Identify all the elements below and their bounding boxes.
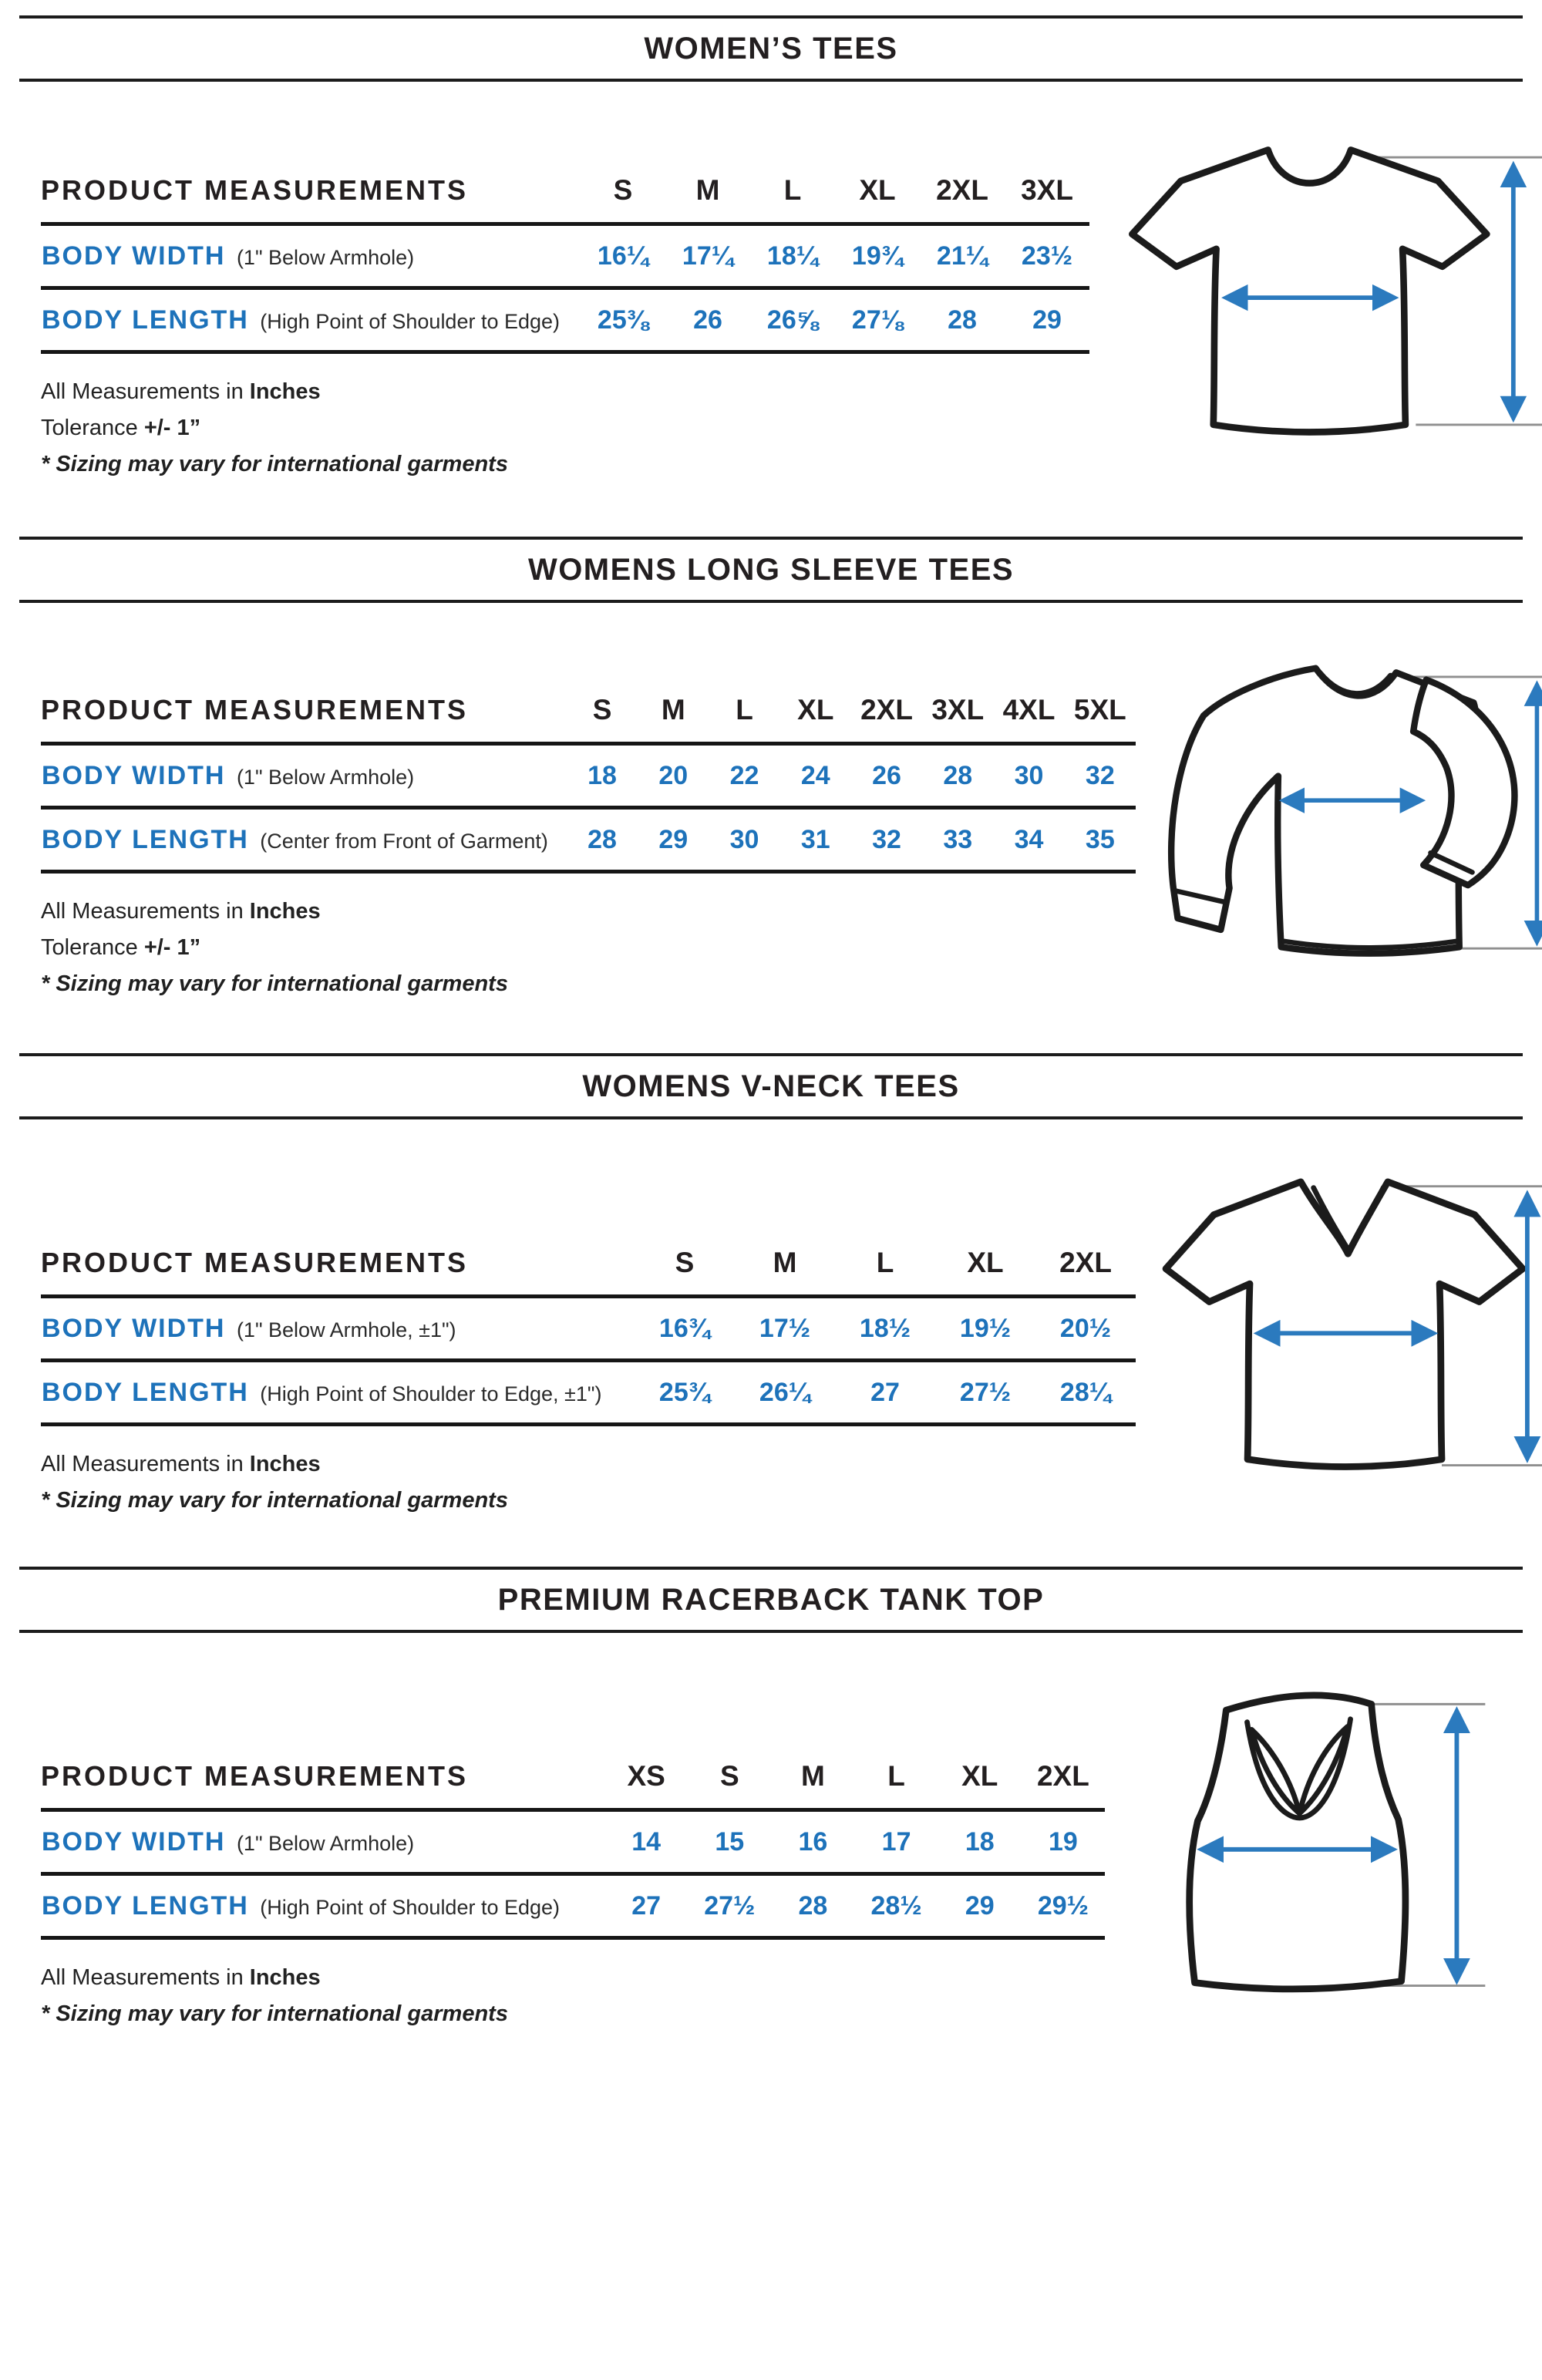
measurement-value: 29½ <box>1037 1890 1089 1920</box>
section-womens-tees <box>0 15 1542 483</box>
measurement-value: 29 <box>658 824 689 854</box>
note-sizing: * Sizing may vary for international garments <box>41 452 508 476</box>
row-label: BODY LENGTH <box>42 305 249 335</box>
measurement-value: 28½ <box>870 1890 922 1920</box>
size-header: 4XL <box>1002 694 1055 725</box>
size-header: 2XL <box>860 694 913 725</box>
note-text: All Measurements in <box>41 1452 250 1476</box>
measurement-value: 32 <box>1085 760 1115 790</box>
section-premium-racerback-tank-top <box>0 1567 1542 2032</box>
row-label: BODY WIDTH <box>42 1313 226 1343</box>
note-text: All Measurements in <box>41 899 250 924</box>
body-length-row <box>41 1874 1105 1938</box>
size-header: XS <box>627 1760 665 1792</box>
body-length-row <box>41 808 1136 872</box>
row-label: BODY LENGTH <box>42 1890 249 1920</box>
body-length-row <box>41 288 1089 352</box>
notes <box>41 1960 1105 2032</box>
body-width-row <box>41 1810 1105 1874</box>
measurement-value: 26 <box>872 760 901 790</box>
measurement-value: 17¼ <box>682 241 734 271</box>
measurement-value: 20 <box>658 760 689 790</box>
measurements-table <box>41 1247 1136 1426</box>
measurement-value: 30 <box>729 824 759 854</box>
measurement-value: 19½ <box>959 1313 1012 1343</box>
size-header: L <box>783 174 802 206</box>
measurement-value: 19¾ <box>851 241 904 271</box>
note-tolerance-value: +/- 1” <box>143 935 201 960</box>
section-header <box>19 1053 1523 1119</box>
note-unit: Inches <box>249 1452 321 1476</box>
row-sublabel: (High Point of Shoulder to Edge, ±1") <box>260 1382 602 1405</box>
measurements-table <box>41 1760 1105 1940</box>
size-header: 2XL <box>1059 1247 1112 1278</box>
measurement-value: 25⅜ <box>597 305 649 335</box>
measurement-value: 20½ <box>1059 1313 1112 1343</box>
measurement-value: 24 <box>800 760 830 790</box>
note-unit: Inches <box>249 899 321 924</box>
notes <box>41 374 1103 483</box>
size-header: S <box>719 1760 739 1792</box>
note-text: All Measurements in <box>41 379 250 404</box>
measurement-value: 30 <box>1014 760 1044 790</box>
measurement-value: 27⅛ <box>851 305 904 335</box>
measurement-value: 28 <box>948 305 977 335</box>
measurement-value: 22 <box>729 760 759 790</box>
section-title: WOMENS V-NECK TEES <box>582 1069 960 1103</box>
notes <box>41 894 1136 1002</box>
measurement-value: 26¼ <box>759 1377 811 1407</box>
row-label: BODY WIDTH <box>42 1826 226 1857</box>
measurement-value: 23½ <box>1021 241 1073 271</box>
measurement-value: 31 <box>800 824 830 854</box>
size-header: L <box>876 1247 894 1278</box>
measurement-value: 29 <box>1032 305 1062 335</box>
garment-outline <box>1190 1695 1406 1989</box>
note-measurements <box>41 1446 1136 1483</box>
size-header: L <box>736 694 753 725</box>
section-title: WOMENS LONG SLEEVE TEES <box>527 553 1015 587</box>
product-measurements-header: PRODUCT MEASUREMENTS <box>41 694 469 725</box>
note-measurements <box>41 374 1103 410</box>
body-width-row <box>41 224 1089 288</box>
size-header: XL <box>859 174 896 206</box>
measurement-value: 18½ <box>859 1313 911 1343</box>
measurement-value: 28 <box>588 824 617 854</box>
row-label: BODY WIDTH <box>42 760 226 790</box>
product-measurements-header: PRODUCT MEASUREMENTS <box>41 1247 469 1278</box>
measurement-value: 18¼ <box>766 241 819 271</box>
size-header: M <box>695 174 720 206</box>
measurement-value: 17½ <box>759 1313 811 1343</box>
section-title: WOMEN’S TEES <box>644 32 898 66</box>
note-sizing: * Sizing may vary for international garments <box>41 971 508 996</box>
size-header: 2XL <box>936 174 988 206</box>
note-tolerance <box>41 930 1136 966</box>
section-womens-long-sleeve-tees <box>0 537 1542 1002</box>
note-tolerance-value: +/- 1” <box>143 416 201 440</box>
measurement-value: 16¾ <box>658 1313 711 1343</box>
measurement-value: 15 <box>715 1826 745 1857</box>
product-measurements-header: PRODUCT MEASUREMENTS <box>41 1760 469 1792</box>
measurement-value: 21¼ <box>936 241 988 271</box>
size-header: XL <box>961 1760 998 1792</box>
table-header-row <box>41 174 1089 224</box>
size-header: 5XL <box>1073 694 1126 725</box>
v-neck-tee-illustration <box>1136 1150 1542 1480</box>
illustration-area <box>1136 603 1542 971</box>
note-measurements <box>41 894 1136 930</box>
note-text: Tolerance <box>41 935 144 960</box>
section-header <box>19 537 1523 603</box>
row-label: BODY WIDTH <box>42 241 226 271</box>
measurements-table <box>41 174 1089 354</box>
row-sublabel: (1" Below Armhole) <box>236 245 415 269</box>
measurement-value: 14 <box>631 1826 662 1857</box>
measurement-value: 28 <box>798 1890 828 1920</box>
long-sleeve-tee-illustration <box>1136 634 1542 971</box>
note-text: Tolerance <box>41 416 144 440</box>
garment-outline <box>1166 1182 1523 1467</box>
row-sublabel: (High Point of Shoulder to Edge) <box>260 1895 561 1919</box>
row-sublabel: (1" Below Armhole) <box>236 765 415 789</box>
garment-outline <box>1132 150 1486 432</box>
measurement-value: 32 <box>872 824 901 854</box>
row-sublabel: (1" Below Armhole) <box>236 1831 415 1855</box>
size-header: M <box>773 1247 797 1278</box>
table-area <box>0 82 1103 483</box>
size-header: 2XL <box>1036 1760 1089 1792</box>
measurement-value: 18 <box>588 760 617 790</box>
measurement-value: 25¾ <box>658 1377 711 1407</box>
measurement-value: 27½ <box>959 1377 1012 1407</box>
section-title: PREMIUM RACERBACK TANK TOP <box>497 1583 1045 1617</box>
measurement-value: 28 <box>943 760 973 790</box>
measurement-value: 16 <box>798 1826 828 1857</box>
body-length-row <box>41 1361 1136 1425</box>
notes <box>41 1446 1136 1519</box>
note-unit: Inches <box>249 1965 321 1990</box>
measurement-value: 26 <box>693 305 722 335</box>
row-label: BODY LENGTH <box>42 1377 249 1407</box>
table-header-row <box>41 694 1136 744</box>
note-tolerance <box>41 410 1103 446</box>
row-sublabel: (1" Below Armhole, ±1") <box>236 1318 456 1341</box>
note-sizing: * Sizing may vary for international garments <box>41 1488 508 1513</box>
size-header: 3XL <box>931 694 985 725</box>
section-header <box>19 15 1523 82</box>
note-measurements <box>41 1960 1105 1996</box>
measurement-value: 27 <box>870 1377 900 1407</box>
measurement-value: 19 <box>1049 1826 1078 1857</box>
measurement-value: 16¼ <box>597 241 649 271</box>
illustration-area <box>1103 82 1542 444</box>
measurement-value: 34 <box>1014 824 1044 854</box>
measurement-value: 29 <box>965 1890 995 1920</box>
measurement-value: 33 <box>943 824 973 854</box>
note-sizing: * Sizing may vary for international garments <box>41 2001 508 2026</box>
table-header-row <box>41 1247 1136 1297</box>
size-header: M <box>801 1760 825 1792</box>
measurement-value: 18 <box>965 1826 995 1857</box>
short-sleeve-tee-illustration <box>1103 119 1542 444</box>
row-sublabel: (Center from Front of Garment) <box>260 829 548 853</box>
table-area <box>0 603 1136 1002</box>
illustration-area <box>1105 1633 1542 1999</box>
racerback-tank-illustration <box>1105 1662 1494 1999</box>
size-header: 3XL <box>1021 174 1073 206</box>
size-header: S <box>592 694 612 725</box>
size-header: XL <box>797 694 834 725</box>
table-header-row <box>41 1760 1105 1810</box>
note-text: All Measurements in <box>41 1965 250 1990</box>
body-width-row <box>41 1297 1136 1361</box>
row-sublabel: (High Point of Shoulder to Edge) <box>260 309 561 333</box>
illustration-area <box>1136 1119 1542 1480</box>
size-header: L <box>887 1760 905 1792</box>
section-womens-v-neck-tees <box>0 1053 1542 1519</box>
section-header <box>19 1567 1523 1633</box>
note-unit: Inches <box>249 379 321 404</box>
size-header: XL <box>967 1247 1004 1278</box>
table-area <box>0 1633 1105 2032</box>
table-area <box>0 1119 1136 1519</box>
measurement-value: 27½ <box>704 1890 756 1920</box>
size-header: M <box>661 694 685 725</box>
measurement-value: 28¼ <box>1059 1377 1112 1407</box>
measurements-table <box>41 694 1136 874</box>
measurement-value: 35 <box>1085 824 1115 854</box>
measurement-value: 27 <box>631 1890 662 1920</box>
body-width-row <box>41 744 1136 808</box>
product-measurements-header: PRODUCT MEASUREMENTS <box>41 174 469 206</box>
size-header: S <box>675 1247 695 1278</box>
measurement-value: 17 <box>881 1826 911 1857</box>
size-header: S <box>613 174 633 206</box>
row-label: BODY LENGTH <box>42 824 249 854</box>
measurement-value: 26⅝ <box>766 305 819 335</box>
